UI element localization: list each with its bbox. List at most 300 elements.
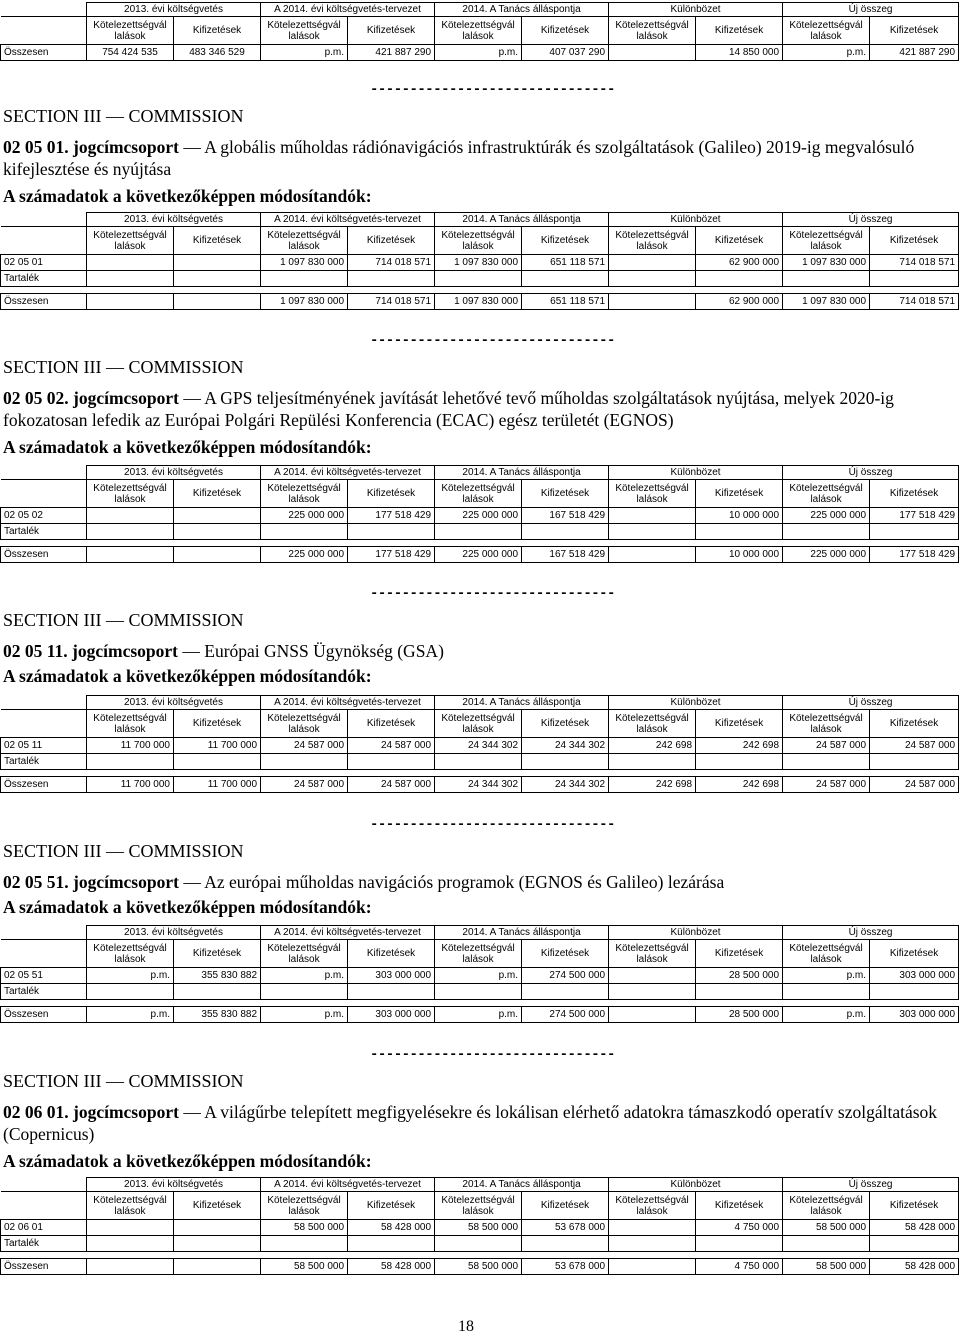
budget-line-title: Az európai műholdas navigációs programok (EGNOS és Galileo) lezárása xyxy=(204,872,725,892)
separator-dashes: ------------------------------- xyxy=(370,1047,615,1063)
value-cell xyxy=(783,754,870,770)
value-cell: p.m. xyxy=(261,45,348,61)
value-cell: 242 698 xyxy=(609,777,696,793)
row-label: 02 05 01 xyxy=(1,255,87,271)
col-commit: Kötelezettségvál lalások xyxy=(609,940,696,968)
value-cell xyxy=(609,255,696,271)
col-pay: Kifizetések xyxy=(522,17,609,45)
col-commit: Kötelezettségvál lalások xyxy=(609,710,696,738)
corner-cell xyxy=(1,3,87,17)
value-cell: 714 018 571 xyxy=(348,294,435,310)
value-cell: 225 000 000 xyxy=(261,508,348,524)
value-cell: p.m. xyxy=(261,1007,348,1023)
value-cell: 407 037 290 xyxy=(522,45,609,61)
budget-line-code: 02 05 02. xyxy=(3,388,69,408)
budget-line-heading: 02 06 01. jogcímcsoport — A világűrbe telepített megfigyelésekre és lokálisan elérhető adatokra támaszkodó operatív szolgáltatások (Copernicus) xyxy=(3,1102,938,1144)
col-pay: Kifizetések xyxy=(522,940,609,968)
value-cell xyxy=(696,984,783,1000)
year-header: Különbözet xyxy=(609,926,783,940)
year-header: Új összeg xyxy=(783,1178,959,1192)
value-cell xyxy=(435,984,522,1000)
value-cell: 714 018 571 xyxy=(870,294,959,310)
col-pay: Kifizetések xyxy=(348,480,435,508)
value-cell xyxy=(87,754,174,770)
col-commit: Kötelezettségvál lalások xyxy=(435,227,522,255)
reserve-label: Tartalék xyxy=(1,754,87,770)
col-pay: Kifizetések xyxy=(870,480,959,508)
col-commit: Kötelezettségvál lalások xyxy=(435,710,522,738)
value-cell: 58 500 000 xyxy=(783,1220,870,1236)
value-cell xyxy=(87,1259,174,1275)
year-header: Új összeg xyxy=(783,696,959,710)
value-cell: 11 700 000 xyxy=(87,738,174,754)
col-pay: Kifizetések xyxy=(696,17,783,45)
amendment-label: A számadatok a következőképpen módosítandók: xyxy=(3,1151,372,1171)
value-cell: 58 500 000 xyxy=(261,1220,348,1236)
corner-cell xyxy=(1,213,87,227)
budget-line-heading: 02 05 11. jogcímcsoport — Európai GNSS Ügynökség (GSA) xyxy=(3,641,444,661)
value-cell xyxy=(609,294,696,310)
value-cell: p.m. xyxy=(783,45,870,61)
value-cell xyxy=(435,271,522,287)
col-commit: Kötelezettségvál lalások xyxy=(87,940,174,968)
row-label: 02 05 11 xyxy=(1,738,87,754)
value-cell: p.m. xyxy=(783,968,870,984)
value-cell xyxy=(87,984,174,1000)
value-cell xyxy=(174,1236,261,1252)
budget-table xyxy=(0,1177,959,1275)
col-commit: Kötelezettségvál lalások xyxy=(783,227,870,255)
value-cell xyxy=(261,524,348,540)
value-cell xyxy=(348,754,435,770)
value-cell xyxy=(261,984,348,1000)
value-cell: 225 000 000 xyxy=(261,547,348,563)
year-header: A 2014. évi költségvetés-tervezet xyxy=(261,3,435,17)
col-commit: Kötelezettségvál lalások xyxy=(261,17,348,45)
col-pay: Kifizetések xyxy=(348,710,435,738)
value-cell: 1 097 830 000 xyxy=(435,294,522,310)
budget-table-continued xyxy=(0,2,959,61)
value-cell: 483 346 529 xyxy=(174,45,261,61)
value-cell: 1 097 830 000 xyxy=(783,255,870,271)
year-header: 2014. A Tanács álláspontja xyxy=(435,466,609,480)
value-cell: 11 700 000 xyxy=(87,777,174,793)
year-header: Különbözet xyxy=(609,466,783,480)
col-commit: Kötelezettségvál lalások xyxy=(87,710,174,738)
value-cell: 1 097 830 000 xyxy=(261,255,348,271)
total-row xyxy=(1,777,959,793)
year-header: 2013. évi költségvetés xyxy=(87,466,261,480)
value-cell xyxy=(174,984,261,1000)
value-cell xyxy=(522,271,609,287)
year-header: 2014. A Tanács álláspontja xyxy=(435,3,609,17)
value-cell xyxy=(174,524,261,540)
value-cell xyxy=(261,271,348,287)
budget-line-title: A globális műholdas rádiónavigációs infrastruktúrák és szolgáltatások (Galileo) 2019-ig megvalósuló kifejlesztése és nyújtása xyxy=(3,137,915,179)
value-cell xyxy=(696,524,783,540)
total-label: Összesen xyxy=(1,294,87,310)
total-row xyxy=(1,294,959,310)
col-pay: Kifizetések xyxy=(696,227,783,255)
col-commit: Kötelezettségvál lalások xyxy=(435,17,522,45)
value-cell: 14 850 000 xyxy=(696,45,783,61)
value-cell xyxy=(87,508,174,524)
section-label: SECTION III — COMMISSION xyxy=(3,1071,244,1091)
value-cell xyxy=(609,984,696,1000)
col-commit: Kötelezettségvál lalások xyxy=(783,710,870,738)
value-cell xyxy=(174,255,261,271)
value-cell xyxy=(870,524,959,540)
value-cell: p.m. xyxy=(783,1007,870,1023)
value-cell xyxy=(696,754,783,770)
col-commit: Kötelezettségvál lalások xyxy=(261,940,348,968)
value-cell xyxy=(522,524,609,540)
value-cell: p.m. xyxy=(435,1007,522,1023)
value-cell xyxy=(87,1220,174,1236)
year-header: 2013. évi költségvetés xyxy=(87,1178,261,1192)
value-cell: 421 887 290 xyxy=(870,45,959,61)
col-commit: Kötelezettségvál lalások xyxy=(87,227,174,255)
section-label: SECTION III — COMMISSION xyxy=(3,841,244,861)
page-number: 18 xyxy=(458,1318,474,1335)
budget-line-title: Európai GNSS Ügynökség (GSA) xyxy=(204,641,444,661)
value-cell: 24 587 000 xyxy=(783,738,870,754)
value-cell xyxy=(348,524,435,540)
value-cell xyxy=(609,547,696,563)
col-pay: Kifizetések xyxy=(696,480,783,508)
value-cell: 28 500 000 xyxy=(696,1007,783,1023)
value-cell xyxy=(522,984,609,1000)
value-cell xyxy=(870,984,959,1000)
value-cell xyxy=(783,271,870,287)
col-commit: Kötelezettségvál lalások xyxy=(87,17,174,45)
reserve-row xyxy=(1,524,959,540)
col-pay: Kifizetések xyxy=(348,1192,435,1220)
value-cell: 10 000 000 xyxy=(696,508,783,524)
value-cell: 1 097 830 000 xyxy=(435,255,522,271)
col-pay: Kifizetések xyxy=(522,480,609,508)
total-label: Összesen xyxy=(1,1007,87,1023)
value-cell: 11 700 000 xyxy=(174,777,261,793)
separator-dashes: ------------------------------- xyxy=(370,333,615,349)
col-pay: Kifizetések xyxy=(522,710,609,738)
value-cell xyxy=(87,524,174,540)
total-label: Összesen xyxy=(1,547,87,563)
value-cell xyxy=(609,1259,696,1275)
value-cell: p.m. xyxy=(435,968,522,984)
value-cell xyxy=(609,968,696,984)
value-cell xyxy=(609,1007,696,1023)
value-cell: 62 900 000 xyxy=(696,255,783,271)
value-cell: 24 344 302 xyxy=(522,738,609,754)
year-header: A 2014. évi költségvetés-tervezet xyxy=(261,1178,435,1192)
year-header: A 2014. évi költségvetés-tervezet xyxy=(261,926,435,940)
value-cell: 4 750 000 xyxy=(696,1220,783,1236)
value-cell: 24 344 302 xyxy=(435,777,522,793)
value-cell: 714 018 571 xyxy=(348,255,435,271)
corner-cell xyxy=(1,480,87,508)
value-cell: 355 830 882 xyxy=(174,968,261,984)
row-label: 02 06 01 xyxy=(1,1220,87,1236)
total-label: Összesen xyxy=(1,45,87,61)
value-cell xyxy=(174,271,261,287)
year-header: Különbözet xyxy=(609,696,783,710)
value-cell xyxy=(87,294,174,310)
value-cell: 242 698 xyxy=(696,738,783,754)
value-cell xyxy=(870,1236,959,1252)
year-header: 2013. évi költségvetés xyxy=(87,926,261,940)
col-pay: Kifizetések xyxy=(696,940,783,968)
value-cell: 24 344 302 xyxy=(522,777,609,793)
value-cell: 651 118 571 xyxy=(522,294,609,310)
reserve-label: Tartalék xyxy=(1,984,87,1000)
value-cell: 274 500 000 xyxy=(522,1007,609,1023)
value-cell xyxy=(609,508,696,524)
year-header: 2013. évi költségvetés xyxy=(87,696,261,710)
reserve-label: Tartalék xyxy=(1,271,87,287)
value-cell: 1 097 830 000 xyxy=(261,294,348,310)
value-cell: 177 518 429 xyxy=(870,508,959,524)
value-cell: 58 500 000 xyxy=(435,1220,522,1236)
year-header: 2014. A Tanács álláspontja xyxy=(435,926,609,940)
total-row xyxy=(1,547,959,563)
budget-line-heading: 02 05 01. jogcímcsoport — A globális műholdas rádiónavigációs infrastruktúrák és szolgáltatások (Galileo) 2019-ig megvalósuló kifejlesztése és nyújtása xyxy=(3,137,915,179)
table-row xyxy=(1,508,959,524)
col-pay: Kifizetések xyxy=(174,940,261,968)
year-header: Különbözet xyxy=(609,1178,783,1192)
value-cell: 421 887 290 xyxy=(348,45,435,61)
value-cell: 651 118 571 xyxy=(522,255,609,271)
col-pay: Kifizetések xyxy=(348,17,435,45)
corner-cell xyxy=(1,1192,87,1220)
value-cell xyxy=(696,271,783,287)
value-cell xyxy=(87,1236,174,1252)
amendment-label: A számadatok a következőképpen módosítandók: xyxy=(3,897,372,917)
value-cell: 177 518 429 xyxy=(348,547,435,563)
corner-cell xyxy=(1,696,87,710)
reserve-label: Tartalék xyxy=(1,1236,87,1252)
budget-line-type: jogcímcsoport xyxy=(73,872,179,892)
value-cell: p.m. xyxy=(87,1007,174,1023)
value-cell: 242 698 xyxy=(696,777,783,793)
year-header: Különbözet xyxy=(609,213,783,227)
col-commit: Kötelezettségvál lalások xyxy=(435,1192,522,1220)
budget-line-title: A GPS teljesítményének javítását lehetővé tevő műholdas szolgáltatások nyújtása, melyek 2020-ig fokozatosan lefedik az Európai Polgári Repülési Konferencia (ECAC) egész területét (EGNOS) xyxy=(3,388,894,430)
col-pay: Kifizetések xyxy=(348,940,435,968)
value-cell xyxy=(174,547,261,563)
col-pay: Kifizetések xyxy=(174,227,261,255)
corner-cell xyxy=(1,1178,87,1192)
corner-cell xyxy=(1,17,87,45)
value-cell xyxy=(174,1259,261,1275)
col-pay: Kifizetések xyxy=(870,17,959,45)
value-cell: 303 000 000 xyxy=(870,968,959,984)
budget-table xyxy=(0,695,959,793)
value-cell xyxy=(435,1236,522,1252)
value-cell xyxy=(870,754,959,770)
value-cell xyxy=(348,1236,435,1252)
reserve-row xyxy=(1,754,959,770)
value-cell xyxy=(609,1236,696,1252)
budget-table xyxy=(0,465,959,563)
year-header: A 2014. évi költségvetés-tervezet xyxy=(261,213,435,227)
value-cell: p.m. xyxy=(435,45,522,61)
value-cell: 62 900 000 xyxy=(696,294,783,310)
reserve-row xyxy=(1,271,959,287)
table-row xyxy=(1,738,959,754)
budget-table xyxy=(0,925,959,1023)
col-pay: Kifizetések xyxy=(870,710,959,738)
value-cell: 58 500 000 xyxy=(261,1259,348,1275)
value-cell: 167 518 429 xyxy=(522,508,609,524)
amendment-label: A számadatok a következőképpen módosítandók: xyxy=(3,186,372,206)
budget-line-code: 02 05 01. xyxy=(3,137,69,157)
budget-line-heading: 02 05 02. jogcímcsoport — A GPS teljesítményének javítását lehetővé tevő műholdas szolgáltatások nyújtása, melyek 2020-ig fokozatosan lefedik az Európai Polgári Repülési Konferencia (ECAC) egész területét (EGNOS) xyxy=(3,388,894,430)
value-cell xyxy=(696,1236,783,1252)
value-cell xyxy=(522,754,609,770)
row-label: 02 05 02 xyxy=(1,508,87,524)
col-commit: Kötelezettségvál lalások xyxy=(609,17,696,45)
separator-dashes: ------------------------------- xyxy=(370,82,615,98)
value-cell: 303 000 000 xyxy=(870,1007,959,1023)
budget-table xyxy=(0,212,959,310)
value-cell: 10 000 000 xyxy=(696,547,783,563)
value-cell: 53 678 000 xyxy=(522,1259,609,1275)
reserve-row xyxy=(1,1236,959,1252)
total-row xyxy=(1,1007,959,1023)
value-cell xyxy=(174,294,261,310)
value-cell: 24 587 000 xyxy=(783,777,870,793)
value-cell: 24 587 000 xyxy=(261,777,348,793)
budget-line-code: 02 05 51. xyxy=(3,872,69,892)
col-pay: Kifizetések xyxy=(696,710,783,738)
col-commit: Kötelezettségvál lalások xyxy=(609,227,696,255)
value-cell: 24 587 000 xyxy=(348,738,435,754)
value-cell xyxy=(522,1236,609,1252)
value-cell: 58 428 000 xyxy=(870,1259,959,1275)
value-cell: 24 587 000 xyxy=(348,777,435,793)
year-header: Új összeg xyxy=(783,926,959,940)
value-cell xyxy=(87,255,174,271)
value-cell: 225 000 000 xyxy=(435,508,522,524)
value-cell: 225 000 000 xyxy=(783,547,870,563)
col-commit: Kötelezettségvál lalások xyxy=(783,480,870,508)
year-header: 2014. A Tanács álláspontja xyxy=(435,696,609,710)
value-cell: 58 500 000 xyxy=(435,1259,522,1275)
value-cell: 28 500 000 xyxy=(696,968,783,984)
budget-line-type: jogcímcsoport xyxy=(73,1102,179,1122)
value-cell: 177 518 429 xyxy=(348,508,435,524)
value-cell xyxy=(348,271,435,287)
value-cell: 167 518 429 xyxy=(522,547,609,563)
year-header: 2013. évi költségvetés xyxy=(87,3,261,17)
col-commit: Kötelezettségvál lalások xyxy=(261,710,348,738)
corner-cell xyxy=(1,227,87,255)
value-cell xyxy=(87,271,174,287)
value-cell xyxy=(783,984,870,1000)
value-cell xyxy=(783,524,870,540)
col-commit: Kötelezettségvál lalások xyxy=(609,1192,696,1220)
value-cell xyxy=(174,754,261,770)
separator-dashes: ------------------------------- xyxy=(370,817,615,833)
year-header: Új összeg xyxy=(783,213,959,227)
budget-line-code: 02 05 11. xyxy=(3,641,68,661)
value-cell xyxy=(609,524,696,540)
col-pay: Kifizetések xyxy=(174,480,261,508)
section-label: SECTION III — COMMISSION xyxy=(3,357,244,377)
year-header: A 2014. évi költségvetés-tervezet xyxy=(261,696,435,710)
col-commit: Kötelezettségvál lalások xyxy=(609,480,696,508)
col-pay: Kifizetések xyxy=(174,710,261,738)
year-header: Új összeg xyxy=(783,466,959,480)
value-cell: 58 500 000 xyxy=(783,1259,870,1275)
table-row xyxy=(1,255,959,271)
value-cell xyxy=(261,754,348,770)
table-row xyxy=(1,1220,959,1236)
value-cell: 754 424 535 xyxy=(87,45,174,61)
year-header: 2014. A Tanács álláspontja xyxy=(435,1178,609,1192)
value-cell: 225 000 000 xyxy=(783,508,870,524)
col-pay: Kifizetések xyxy=(522,227,609,255)
value-cell: 24 344 302 xyxy=(435,738,522,754)
col-commit: Kötelezettségvál lalások xyxy=(87,480,174,508)
value-cell: 177 518 429 xyxy=(870,547,959,563)
value-cell xyxy=(348,984,435,1000)
value-cell: 53 678 000 xyxy=(522,1220,609,1236)
value-cell xyxy=(174,508,261,524)
value-cell xyxy=(609,271,696,287)
value-cell: 225 000 000 xyxy=(435,547,522,563)
col-pay: Kifizetések xyxy=(696,1192,783,1220)
value-cell: 714 018 571 xyxy=(870,255,959,271)
col-commit: Kötelezettségvál lalások xyxy=(435,480,522,508)
value-cell xyxy=(435,524,522,540)
col-commit: Kötelezettségvál lalások xyxy=(783,1192,870,1220)
value-cell xyxy=(609,45,696,61)
value-cell: 242 698 xyxy=(609,738,696,754)
col-pay: Kifizetések xyxy=(174,1192,261,1220)
budget-line-type: jogcímcsoport xyxy=(72,641,178,661)
value-cell: 24 587 000 xyxy=(261,738,348,754)
value-cell: 1 097 830 000 xyxy=(783,294,870,310)
col-pay: Kifizetések xyxy=(870,940,959,968)
value-cell: 58 428 000 xyxy=(870,1220,959,1236)
reserve-row xyxy=(1,984,959,1000)
amendment-label: A számadatok a következőképpen módosítandók: xyxy=(3,666,372,686)
year-header: Különbözet xyxy=(609,3,783,17)
section-label: SECTION III — COMMISSION xyxy=(3,610,244,630)
value-cell: 303 000 000 xyxy=(348,1007,435,1023)
total-label: Összesen xyxy=(1,777,87,793)
col-pay: Kifizetések xyxy=(870,1192,959,1220)
value-cell: 24 587 000 xyxy=(870,738,959,754)
year-header: 2013. évi költségvetés xyxy=(87,213,261,227)
row-label: 02 05 51 xyxy=(1,968,87,984)
reserve-label: Tartalék xyxy=(1,524,87,540)
value-cell xyxy=(87,547,174,563)
year-header: A 2014. évi költségvetés-tervezet xyxy=(261,466,435,480)
value-cell xyxy=(783,1236,870,1252)
value-cell: 355 830 882 xyxy=(174,1007,261,1023)
value-cell: 11 700 000 xyxy=(174,738,261,754)
corner-cell xyxy=(1,940,87,968)
budget-line-title: A világűrbe telepített megfigyelésekre és lokálisan elérhető adatokra támaszkodó operatív szolgáltatások (Copernicus) xyxy=(3,1102,938,1144)
col-commit: Kötelezettségvál lalások xyxy=(87,1192,174,1220)
col-pay: Kifizetések xyxy=(522,1192,609,1220)
corner-cell xyxy=(1,466,87,480)
value-cell: 303 000 000 xyxy=(348,968,435,984)
col-commit: Kötelezettségvál lalások xyxy=(261,1192,348,1220)
